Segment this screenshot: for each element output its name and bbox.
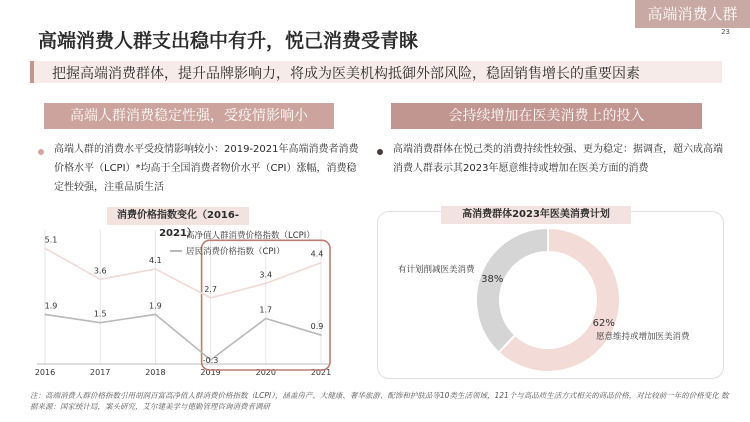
donut-slice-1 — [476, 228, 548, 352]
data-label: 4.4 — [310, 249, 324, 259]
line-chart-title: 消费价格指数变化（2016-2021） — [107, 207, 249, 225]
right-section-title: 会持续增加在医美消费上的投入 — [391, 103, 702, 129]
subtitle: 把握高端消费群体，提升品牌影响力，将成为医美机构抵御外部风险，稳固销售增长的重要因素 — [52, 66, 640, 82]
left-section-title: 高端人群消费稳定性强，受疫情影响小 — [44, 103, 334, 129]
x-tick-label: 2020 — [255, 368, 276, 377]
page-title: 高端消费人群支出稳中有升，悦己消费受青睐 — [38, 30, 419, 52]
donut-value-label: 62% — [592, 318, 615, 330]
data-label: 1.9 — [149, 301, 162, 311]
x-tick-label: 2019 — [200, 368, 221, 377]
data-label: 3.6 — [93, 266, 107, 276]
page-number: 23 — [721, 28, 730, 36]
x-tick-label: 2021 — [310, 368, 332, 377]
donut-category-label: 愿意维持或增加医美消费 — [596, 332, 690, 342]
donut-chart-title: 高消费群体2023年医美消费计划 — [441, 206, 631, 224]
data-label: 1.9 — [44, 301, 58, 311]
data-label: 1.7 — [259, 305, 273, 315]
legend-label: 居民消费价格指数（CPI） — [186, 247, 285, 257]
data-label: 4.1 — [149, 255, 162, 265]
section-tag: 高端消费人群 — [635, 0, 750, 28]
left-paragraph: 高端人群的消费水平受疫情影响较小：2019-2021年高端消费者消费价格水平（LCPI）*均高于全国消费者物价水平（CPI）涨幅，消费稳定性较强，注重品质生活 — [54, 144, 359, 193]
data-label: 2.7 — [204, 284, 217, 294]
data-label: 3.4 — [259, 270, 273, 280]
data-label: 1.5 — [93, 309, 107, 319]
data-label: -0.3 — [202, 355, 219, 365]
data-label: 5.1 — [44, 235, 58, 245]
data-label: 0.9 — [310, 322, 324, 332]
x-tick-label: 2018 — [145, 368, 166, 377]
x-tick-label: 2017 — [90, 368, 111, 377]
right-paragraph: 高端消费群体在悦己类的消费持续性较强、更为稳定：据调查，超六成高端消费人群表示其2023年愿意维持或增加在医美方面的消费 — [393, 144, 723, 174]
footnote: 注：高端消费人群价格指数引用胡润百富高净值人群消费价格指数（LCPI），涵盖房产、大健康、奢华旅游、配饰和护肤品等10类生活领域，121个与高品质生活方式相关的商品价格，对比较前一年的价格变化 数据来源：国家统计局，案头研究，艾尔建美学与德勤管理咨询消费者调研 — [30, 391, 729, 411]
legend-label: 高净值人群消费价格指数（LCPI） — [186, 231, 315, 241]
donut-value-label: 38% — [481, 273, 504, 285]
x-tick-label: 2016 — [34, 368, 56, 377]
donut-category-label: 有计划削减医美消费 — [398, 265, 475, 275]
